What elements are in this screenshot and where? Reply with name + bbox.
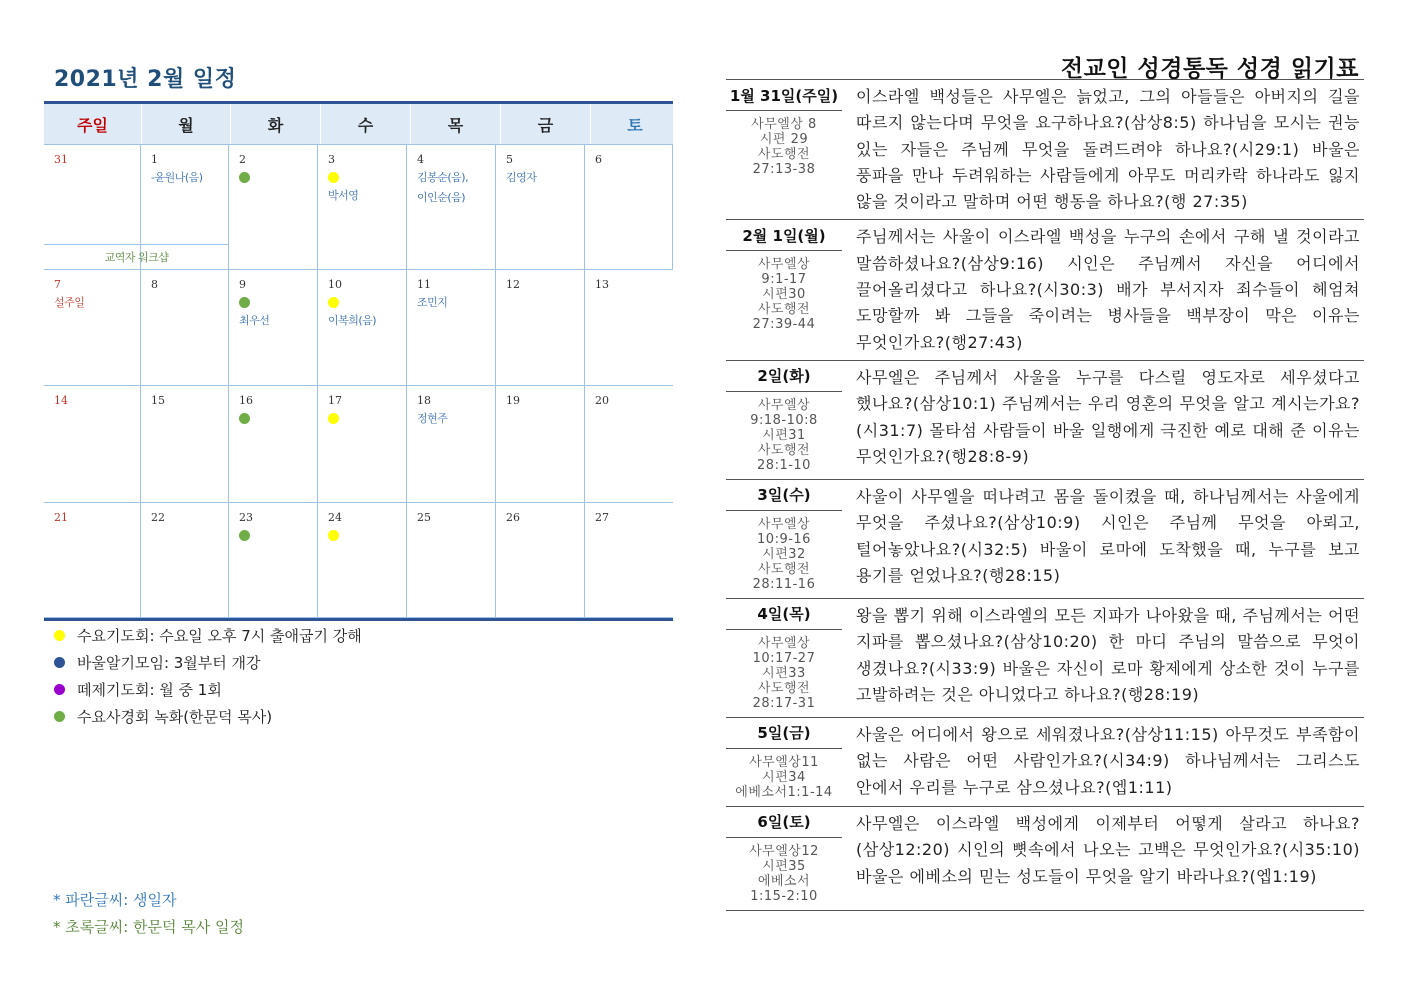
day-number: 26: [506, 511, 520, 524]
day-number: 22: [151, 511, 165, 524]
reading-date: 3일(수): [726, 480, 842, 511]
green-dot-icon: [239, 530, 250, 541]
reading-questions: 이스라엘 백성들은 사무엘은 늙었고, 그의 아들들은 아버지의 길을 따르지 않는다며 무엇을 요구하나요?(삼상8:5) 하나님을 모시는 권능 있는 자들은 주님께 무엇을 돌려드려야 하나요?(시29:1) 바울은 풍파을 만나 두려워하는 사람들에게 아무도 머리카락 하나라도 잃지 않을 것이라고 말하며 어떤 행동을 하나요?(행 27:35): [856, 87, 1360, 212]
day-number: 8: [151, 278, 158, 291]
reading-row: [726, 599, 1364, 718]
calendar-day: [585, 503, 673, 617]
green-dot-icon: [239, 413, 250, 424]
calendar-day: [585, 386, 673, 502]
reading-ref: 사무엘상12: [749, 843, 819, 859]
reading-date-cell: [726, 599, 842, 717]
legend-dot-icon: [54, 684, 65, 695]
day-note: 이복희(음): [328, 314, 377, 327]
reading-refs: [726, 838, 842, 910]
calendar-day: [585, 270, 673, 385]
weekday-header: [44, 104, 673, 145]
calendar-day: [141, 386, 229, 502]
yellow-dot-icon: [328, 413, 339, 424]
reading-refs: [726, 630, 842, 717]
calendar-week: [44, 503, 673, 618]
day-number: 12: [506, 278, 520, 291]
reading-ref: 28:17-31: [752, 695, 816, 711]
reading-ref: 사무엘상: [757, 397, 811, 413]
day-number: 18: [417, 394, 431, 407]
day-number: 9: [239, 278, 246, 291]
calendar-day: [407, 503, 496, 617]
reading-ref: 9:1-17: [761, 272, 807, 288]
footnote-blue: * 파란글씨: 생일자: [53, 891, 177, 909]
legend-dot-icon: [54, 657, 65, 668]
reading-ref: 시편32: [762, 546, 806, 562]
day-number: 17: [328, 394, 342, 407]
reading-row: [726, 80, 1364, 220]
calendar-week: [44, 145, 673, 270]
legend-label: 바울알기모임: 3월부터 개강: [77, 654, 261, 672]
legend-dot-icon: [54, 630, 65, 641]
yellow-dot-icon: [328, 530, 339, 541]
calendar-day: [318, 270, 407, 385]
reading-ref: 사도행전: [757, 147, 811, 162]
day-number: 3: [328, 153, 335, 166]
reading-date: 5일(금): [726, 718, 842, 749]
reading-ref: 사무엘상: [757, 257, 811, 273]
weekday-4: 목: [411, 104, 501, 144]
footnote-green: * 초록글씨: 한문덕 목사 일정: [53, 918, 245, 936]
legend-item: [54, 649, 362, 676]
calendar-title: 2021년 2월 일정: [54, 67, 237, 92]
reading-title: 전교인 성경통독 성경 읽기표: [1060, 56, 1359, 82]
reading-questions: 주님께서는 사울이 이스라엘 백성을 누구의 손에서 구해 낼 것이라고 말씀하셨나요?(삼상9:16) 시인은 주님께서 자신을 어디에서 끌어올리셨다고 하나요?(시30:3) 배가 부서지자 죄수들이 헤엄쳐 도망할까 봐 그들을 죽이려는 병사들을 백부장이 막은 이유는 무엇인가요?(행27:43): [856, 227, 1360, 352]
calendar-day: [496, 270, 585, 385]
reading-ref: 사무엘상: [757, 516, 811, 532]
reading-refs: [726, 111, 842, 183]
reading-date-cell: [726, 80, 842, 219]
reading-ref: 시편30: [762, 287, 806, 303]
reading-row: [726, 361, 1364, 480]
calendar-day: [407, 270, 496, 385]
reading-questions: 사울이 사무엘을 떠나려고 몸을 돌이켰을 때, 하나님께서는 사울에게 무엇을 주셨나요?(삼상10:9) 시인은 주님께 무엇을 아뢰고, 털어놓았나요?(시32:5) 바울이 로마에 도착했을 때, 누구를 보고 용기를 얻었나요?(행28:15): [856, 486, 1360, 585]
day-number: 25: [417, 511, 431, 524]
reading-ref: 시편33: [762, 665, 806, 681]
reading-questions: 사무엘은 이스라엘 백성에게 이제부터 어떻게 살라고 하나요?(삼상12:20) 시인의 뼛속에서 나오는 고백은 무엇인가요?(시35:10) 바울은 에베소의 믿는 성도들이 무엇을 알기 바라나요?(엡1:19): [856, 813, 1360, 886]
day-number: 27: [595, 511, 609, 524]
legend-label: 수요사경회 녹화(한문덕 목사): [77, 708, 273, 726]
reading-ref: 시편31: [762, 427, 806, 443]
calendar-day: [407, 386, 496, 502]
reading-date-cell: [726, 361, 842, 479]
reading-date: 2일(화): [726, 361, 842, 392]
weekday-3: 수: [321, 104, 411, 144]
weekday-1: 월: [142, 104, 231, 144]
reading-ref: 27:13-38: [752, 162, 816, 177]
reading-ref: 사무엘상 8: [751, 117, 817, 132]
weekday-2: 화: [231, 104, 321, 144]
day-note: 김봉순(음),: [417, 171, 469, 184]
legend-label: 떼제기도회: 월 중 1회: [77, 681, 222, 699]
calendar-day: [496, 145, 585, 269]
reading-questions: 왕을 뽑기 위해 이스라엘의 모든 지파가 나아왔을 때, 주님께서는 어떤 지파를 뽑으셨나요?(삼상10:20) 한 마디 주님의 말씀으로 무엇이 생겼나요?(시33:9) 바울은 자신이 로마 황제에게 상소한 것이 누구를 고발하려는 것은 아니었다고 하나요?(행28:19): [856, 605, 1360, 704]
reading-ref: 사도행전: [757, 561, 811, 577]
reading-questions: 사무엘은 주님께서 사울을 누구를 다스릴 영도자로 세우셨다고 했나요?(삼상10:1) 주님께서는 우리 영혼의 무엇을 알고 계시는가요?(시31:7) 몰타섬 사람들이 바울 일행에게 극진한 예로 대해 준 이유는 무엇인가요?(행28:8-9): [856, 367, 1360, 466]
calendar-day: [44, 503, 141, 617]
day-number: 1: [151, 153, 158, 166]
day-note: 김영자: [506, 171, 537, 184]
calendar-grid: [44, 145, 673, 618]
reading-ref: 9:18-10:8: [750, 412, 818, 428]
calendar-day: [229, 503, 318, 617]
weekday-5: 금: [501, 104, 591, 144]
calendar-day: [141, 503, 229, 617]
reading-refs: [726, 392, 842, 479]
reading-ref: 시편 29: [759, 132, 809, 147]
day-note: 이인순(음): [417, 191, 466, 204]
reading-date-cell: [726, 220, 842, 359]
reading-ref: 10:9-16: [757, 531, 811, 547]
day-note: 조민지: [417, 296, 448, 309]
calendar: [44, 101, 673, 621]
yellow-dot-icon: [328, 297, 339, 308]
reading-refs: [726, 749, 842, 806]
reading-ref: 27:39-44: [752, 317, 816, 333]
legend-item: [54, 676, 362, 703]
reading-ref: 에베소서: [757, 873, 811, 889]
calendar-week: [44, 386, 673, 503]
reading-date-cell: [726, 480, 842, 598]
weekday-6: 토: [591, 104, 680, 144]
reading-row: [726, 807, 1364, 911]
reading-ref: 1:15-2:10: [750, 888, 818, 904]
day-number: 21: [54, 511, 68, 524]
day-number: 16: [239, 394, 253, 407]
reading-ref: 시편35: [762, 858, 806, 874]
day-number: 14: [54, 394, 68, 407]
day-number: 23: [239, 511, 253, 524]
calendar-day: [229, 145, 318, 269]
reading-row: [726, 480, 1364, 599]
reading-table: [726, 79, 1364, 911]
weekday-0: 주일: [44, 104, 142, 144]
calendar-day: [585, 145, 673, 269]
green-dot-icon: [239, 172, 250, 183]
reading-ref: 사도행전: [757, 680, 811, 696]
reading-questions: 사울은 어디에서 왕으로 세워졌나요?(삼상11:15) 아무것도 부족함이 없는 사람은 어떤 사람인가요?(시34:9) 하나님께서는 그리스도 안에서 우리를 누구로 삼으셨나요?(엡1:11): [856, 724, 1360, 797]
calendar-day: [318, 145, 407, 269]
legend-item: [54, 703, 362, 730]
calendar-day: [44, 270, 141, 385]
reading-ref: 28:11-16: [752, 576, 816, 592]
reading-date: 1월 31일(주일): [726, 80, 842, 111]
day-number: 24: [328, 511, 342, 524]
workshop-event: 교역자 워크샵: [44, 244, 229, 269]
day-number: 2: [239, 153, 246, 166]
day-number: 6: [595, 153, 602, 166]
calendar-day: [496, 503, 585, 617]
day-number: 13: [595, 278, 609, 291]
calendar-day: [44, 386, 141, 502]
day-number: 31: [54, 153, 68, 166]
reading-ref: 시편34: [762, 769, 806, 785]
reading-row: [726, 220, 1364, 360]
reading-ref: 28:1-10: [757, 457, 811, 473]
day-number: 20: [595, 394, 609, 407]
calendar-day: [407, 145, 496, 269]
reading-ref: 에베소서1:1-14: [735, 784, 833, 800]
calendar-day: [141, 270, 229, 385]
reading-ref: 사무엘상: [757, 635, 811, 651]
day-note: -윤원나(음): [151, 171, 203, 184]
day-note: 최우선: [239, 314, 270, 327]
green-dot-icon: [239, 297, 250, 308]
reading-date: 4일(목): [726, 599, 842, 630]
day-note: 박서영: [328, 189, 359, 202]
legend: [54, 622, 362, 730]
day-number: 5: [506, 153, 513, 166]
reading-date: 2월 1일(월): [726, 220, 842, 251]
calendar-day: [318, 503, 407, 617]
footnotes: [53, 887, 244, 941]
calendar-week: [44, 270, 673, 386]
day-number: 4: [417, 153, 424, 166]
calendar-bottom-rule: [44, 618, 673, 621]
yellow-dot-icon: [328, 172, 339, 183]
calendar-day: [318, 386, 407, 502]
day-number: 11: [417, 278, 431, 291]
reading-ref: 사무엘상11: [749, 754, 819, 770]
legend-dot-icon: [54, 711, 65, 722]
reading-date-cell: [726, 807, 842, 910]
calendar-day: [496, 386, 585, 502]
day-number: 10: [328, 278, 342, 291]
legend-label: 수요기도회: 수요일 오후 7시 출애굽기 강해: [77, 627, 362, 645]
day-number: 15: [151, 394, 165, 407]
calendar-day: [229, 386, 318, 502]
reading-refs: [726, 251, 842, 338]
reading-ref: 사도행전: [757, 442, 811, 458]
day-note: 정현주: [417, 412, 448, 425]
day-number: 7: [54, 278, 61, 291]
day-note: 설주일: [54, 296, 85, 309]
reading-date-cell: [726, 718, 842, 806]
reading-row: [726, 718, 1364, 807]
calendar-day: [229, 270, 318, 385]
legend-item: [54, 622, 362, 649]
day-number: 19: [506, 394, 520, 407]
reading-refs: [726, 511, 842, 598]
reading-date: 6일(토): [726, 807, 842, 838]
reading-ref: 사도행전: [757, 302, 811, 318]
reading-ref: 10:17-27: [752, 650, 816, 666]
